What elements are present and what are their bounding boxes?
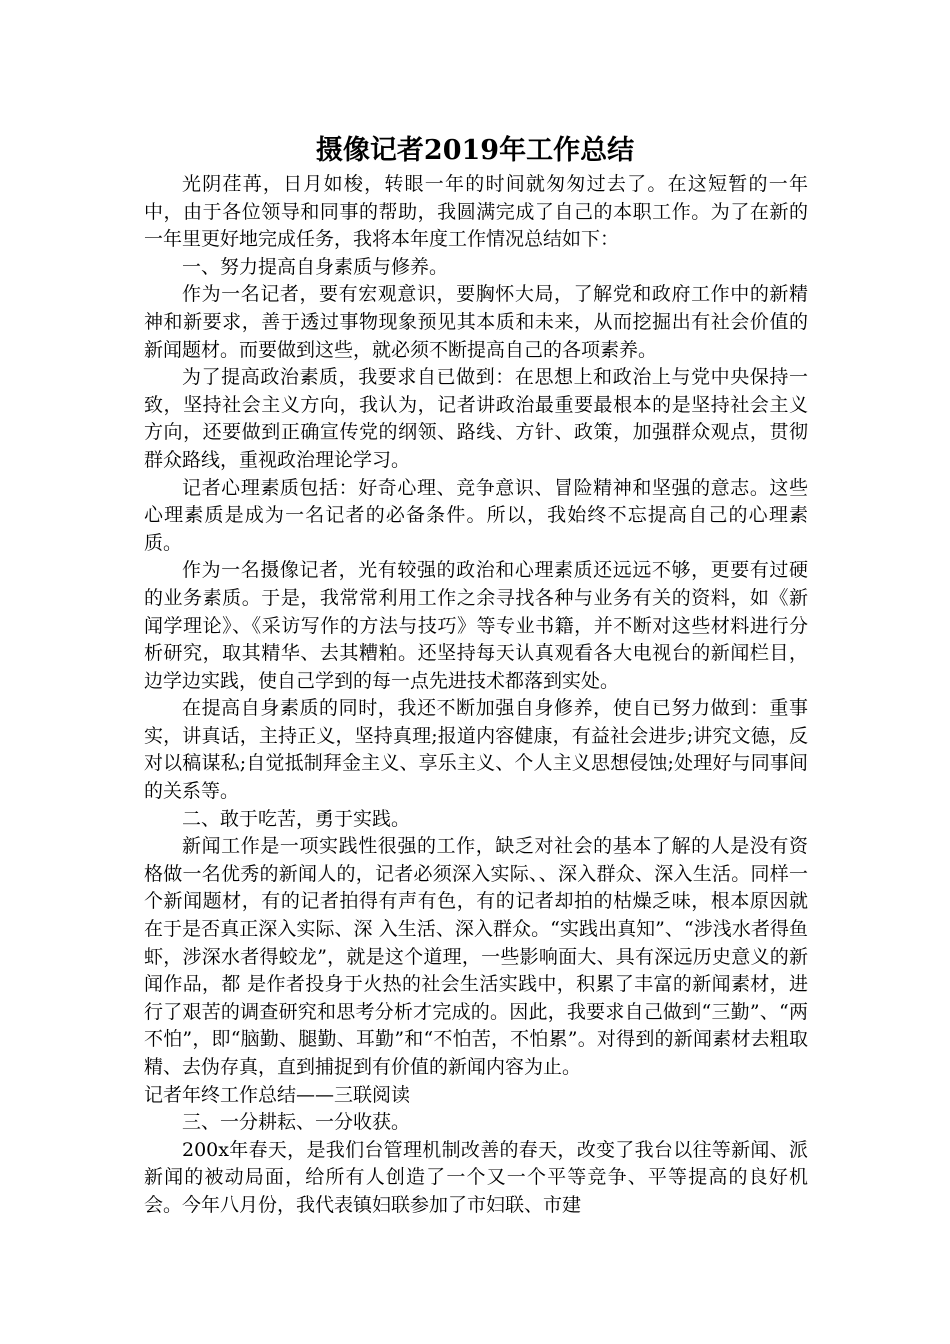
section-heading-2: 二、敢于吃苦，勇于实践。 [182, 807, 411, 830]
section-heading-1: 一、努力提高自身素质与修养。 [182, 255, 449, 278]
source-note: 记者年终工作总结——三联阅读 [144, 1083, 411, 1106]
paragraph: 新闻工作是一项实践性很强的工作，缺乏对社会的基本了解的人是没有资格做一名优秀的新闻人的，记者必须深入实际、、深入群众、深入生活。同样一个新闻题材，有的记者拍得有声有色，有的记者却拍的枯燥乏味，根本原因就在于是否真正深入实际、深 入生活、深入群众。“实践出真知”、“涉浅水者得鱼虾，涉深水者得蛟龙”，就是这个道理，一些影响面大、具有深远历史意义的新闻作品，都 是作者投身于火热的社会生活实践中，积累了丰富的新闻素材，进行了艰苦的调查研究和思考分析才完成的。因此，我要求自己做到“三勤”、“两不怕”，即“脑勤、腿勤、耳勤”和“不怕苦，不怕累”。对得到的新闻素材去粗取精、去伪存真，直到捕捉到有价值的新闻内容为止。 [144, 835, 808, 1078]
paragraph: 记者心理素质包括：好奇心理、竞争意识、冒险精神和坚强的意志。这些心理素质是成为一名记者的必备条件。所以，我始终不忘提高自己的心理素质。 [144, 476, 808, 554]
paragraph: 为了提高政治素质，我要求自已做到：在思想上和政治上与党中央保持一致，坚持社会主义方向，我认为，记者讲政治最重要最根本的是坚持社会主义方向，还要做到正确宣传党的纲领、路线、方针、政策，加强群众观点，贯彻群众路线，重视政治理论学习。 [144, 366, 808, 471]
section-heading-3: 三、一分耕耘、一分收获。 [182, 1111, 411, 1134]
document-title: 摄像记者2019年工作总结 [315, 135, 635, 166]
document-body [144, 171, 808, 1220]
paragraph: 在提高自身素质的同时，我还不断加强自身修养，使自已努力做到：重事实，讲真话，主持正义，坚持真理;报道内容健康，有益社会进步;讲究文德，反对以稿谋私;自觉抵制拜金主义、享乐主义、个人主义思想侵蚀;处理好与同事间的关系等。 [144, 697, 808, 803]
paragraph: 作为一名摄像记者，光有较强的政治和心理素质还远远不够，更要有过硬的业务素质。于是，我常常利用工作之余寻找各种与业务有关的资料，如《新闻学理论》、《采访写作的方法与技巧》等专业书籍，并不断对这些材料进行分析研究，取其精华、去其糟粕。还坚持每天认真观看各大电视台的新闻栏目，边学边实践，使自己学到的每一点先进技术都落到实处。 [144, 559, 808, 692]
paragraph-intro: 光阴荏苒，日月如梭，转眼一年的时间就匆匆过去了。在这短暂的一年中，由于各位领导和同事的帮助，我圆满完成了自己的本职工作。为了在新的一年里更好地完成任务，我将本年度工作情况总结如下： [144, 173, 808, 251]
paragraph: 作为一名记者，要有宏观意识，要胸怀大局，了解党和政府工作中的新精神和新要求，善于透过事物现象预见其本质和未来，从而挖掘出有社会价值的新闻题材。而要做到这些，就必须不断提高自己的各项素养。 [144, 283, 808, 361]
paragraph: 200x年春天，是我们台管理机制改善的春天，改变了我台以往等新闻、派新闻的被动局面，给所有人创造了一个又一个平等竞争、平等提高的良好机会。今年八月份，我代表镇妇联参加了市妇联、市建 [144, 1138, 808, 1216]
